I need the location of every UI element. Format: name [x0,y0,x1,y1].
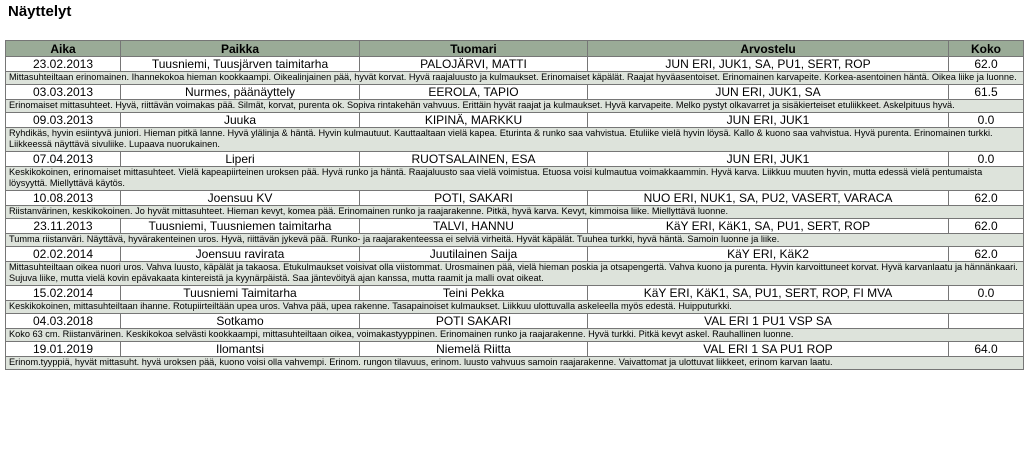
column-header-judge: Tuomari [360,41,588,57]
cell-description: Keskikokoinen, erinomaiset mittasuhteet. Vielä kapeapiirteinen uroksen pää. Hyvä runko ja häntä. Raajaluusto saa vielä voimistua. Etuosa voisi kulmautua voimakkaammin. Hyvä karva. Liikkuu muuten hyvin, mutta edessä vielä pentumaista löysyyttä. Miellyttävä käytös. [6,167,1024,191]
cell-judge: Juutilainen Saija [360,247,588,262]
cell-date: 10.08.2013 [6,191,121,206]
cell-date: 23.02.2013 [6,57,121,72]
cell-grade: JUN ERI, JUK1, SA [588,85,949,100]
cell-judge: Niemelä Riitta [360,342,588,357]
cell-grade: VAL ERI 1 SA PU1 ROP [588,342,949,357]
cell-date: 07.04.2013 [6,152,121,167]
cell-date: 19.01.2019 [6,342,121,357]
column-header-size: Koko [949,41,1024,57]
cell-date: 15.02.2014 [6,286,121,301]
cell-grade: KäY ERI, KäK1, SA, PU1, SERT, ROP, FI MVA [588,286,949,301]
table-header-row [6,41,1024,57]
cell-judge: POTI SAKARI [360,314,588,329]
cell-judge: KIPINÄ, MARKKU [360,113,588,128]
table-row-description [6,167,1024,191]
table-row-description [6,329,1024,342]
cell-judge: POTI, SAKARI [360,191,588,206]
cell-description: Tumma riistanväri. Näyttävä, hyvärakenteinen uros. Hyvä, riittävän jykevä pää. Runko- ja raajarakenteessa ei selviä virheitä. Hyvät käpälät. Tuuhea turkki, hyvä häntä. Samoin luonne ja liike. [6,234,1024,247]
cell-grade: KäY ERI, KäK2 [588,247,949,262]
cell-date: 04.03.2018 [6,314,121,329]
cell-description: Erinomaiset mittasuhteet. Hyvä, riittävän voimakas pää. Silmät, korvat, purenta ok. Sopiva rintakehän vahvuus. Erittäin hyvät raajat ja kulmaukset. Hyvä karvapeite. Melko pystyt olkavarret ja sisäkierteiset etuliikkeet. Askelpituus hyvä. [6,100,1024,113]
cell-size: 0.0 [949,113,1024,128]
cell-date: 03.03.2013 [6,85,121,100]
cell-grade: NUO ERI, NUK1, SA, PU2, VASERT, VARACA [588,191,949,206]
cell-grade: VAL ERI 1 PU1 VSP SA [588,314,949,329]
cell-grade: JUN ERI, JUK1 [588,113,949,128]
table-row [6,286,1024,301]
table-row [6,85,1024,100]
cell-description: Mittasuhteiltaan erinomainen. Ihannekokoa hieman kookkaampi. Oikealinjainen pää, hyvät korvat. Hyvä raajaluusto ja kulmaukset. Erinomaiset käpälät. Raajat hyväasentoiset. Erinomainen karvapeite. Korkea-asentoinen häntä. Oikea liike ja luonne. [6,72,1024,85]
table-row [6,113,1024,128]
cell-description: Koko 63 cm. Riistanvärinen. Keskikokoa selvästi kookkaampi, mittasuhteiltaan oikea, voimakastyyppinen. Erinomainen runko ja raajarakenne. Hyvä turkki. Pitkä kevyt askel. Rauhallinen luonne. [6,329,1024,342]
cell-place: Ilomantsi [121,342,360,357]
cell-judge: TALVI, HANNU [360,219,588,234]
cell-description: Riistanvärinen, keskikokoinen. Jo hyvät mittasuhteet. Hieman kevyt, komea pää. Erinomainen runko ja raajarakenne. Pitkä, hyvä karva. Kevyt, kimmoisa liike. Miellyttävä luonne. [6,206,1024,219]
cell-place: Tuusniemi, Tuusniemen taimitarha [121,219,360,234]
cell-judge: RUOTSALAINEN, ESA [360,152,588,167]
cell-judge: PALOJÄRVI, MATTI [360,57,588,72]
cell-size: 0.0 [949,286,1024,301]
cell-size: 62.0 [949,219,1024,234]
table-row-description [6,357,1024,370]
cell-place: Tuusniemi Taimitarha [121,286,360,301]
cell-description: Mittasuhteiltaan oikea nuori uros. Vahva luusto, käpälät ja takaosa. Etukulmaukset voisivat olla viistommat. Urosmainen pää, vielä hieman poskia ja otsapengertä. Vahva kuono ja purenta. Hyvin karvoittuneet korvat. Hyvä karvanlaatu ja hännänkaari. Sujuva liike, mutta vielä kovin epävakaata kintereistä ja kyynärpäistä. Saa jäntevöityä ajan kanssa, mutta raamit ja malli ovat oikeat. [6,262,1024,286]
cell-size: 62.0 [949,57,1024,72]
cell-place: Sotkamo [121,314,360,329]
cell-date: 23.11.2013 [6,219,121,234]
cell-size: 61.5 [949,85,1024,100]
table-row [6,219,1024,234]
cell-description: Erinom.tyyppiä, hyvät mittasuht. hyvä uroksen pää, kuono voisi olla vahvempi. Erinom. rungon tilavuus, erinom. luusto vahvuus samoin raajarakenne. Vaivattomat ja ulottuvat liikkeet, erinom karvan laatu. [6,357,1024,370]
table-row-description [6,72,1024,85]
shows-table [5,40,1024,370]
table-row-description [6,301,1024,314]
cell-place: Joensuu ravirata [121,247,360,262]
cell-description: Keskikokoinen, mittasuhteiltaan ihanne. Rotupiirteiltään upea uros. Vahva pää, upea rakenne. Tasapainoiset kulmaukset. Liikkuu ulottuvalla askeleella myös edestä. Huipputurkki. [6,301,1024,314]
cell-size [949,314,1024,329]
table-row [6,152,1024,167]
cell-date: 09.03.2013 [6,113,121,128]
cell-place: Nurmes, päänäyttely [121,85,360,100]
page-title: Näyttelyt [8,3,72,20]
table-row-description [6,128,1024,152]
cell-size: 0.0 [949,152,1024,167]
table-row [6,314,1024,329]
cell-size: 62.0 [949,191,1024,206]
cell-grade: JUN ERI, JUK1 [588,152,949,167]
table-row-description [6,234,1024,247]
table-row-description [6,100,1024,113]
cell-grade: JUN ERI, JUK1, SA, PU1, SERT, ROP [588,57,949,72]
cell-size: 62.0 [949,247,1024,262]
cell-place: Juuka [121,113,360,128]
cell-place: Tuusniemi, Tuusjärven taimitarha [121,57,360,72]
table-row [6,191,1024,206]
table-row [6,247,1024,262]
table-row [6,57,1024,72]
cell-place: Liperi [121,152,360,167]
cell-size: 64.0 [949,342,1024,357]
table-row-description [6,262,1024,286]
column-header-place: Paikka [121,41,360,57]
cell-judge: EEROLA, TAPIO [360,85,588,100]
table-row-description [6,206,1024,219]
column-header-grade: Arvostelu [588,41,949,57]
cell-place: Joensuu KV [121,191,360,206]
cell-judge: Teini Pekka [360,286,588,301]
cell-grade: KäY ERI, KäK1, SA, PU1, SERT, ROP [588,219,949,234]
table-row [6,342,1024,357]
column-header-date: Aika [6,41,121,57]
cell-description: Ryhdikäs, hyvin esiintyvä juniori. Hieman pitkä lanne. Hyvä ylälinja & häntä. Hyvin kulmautuut. Kauttaaltaan vielä kapea. Eturinta & runko saa vahvistua. Etuliike vielä hyvin löysä. Kallo & kuono saa vahvistua. Hyvä purenta. Erinomainen turkki. Liikkeessä näyttävä sivuliike. Lupaava nuorukainen. [6,128,1024,152]
cell-date: 02.02.2014 [6,247,121,262]
